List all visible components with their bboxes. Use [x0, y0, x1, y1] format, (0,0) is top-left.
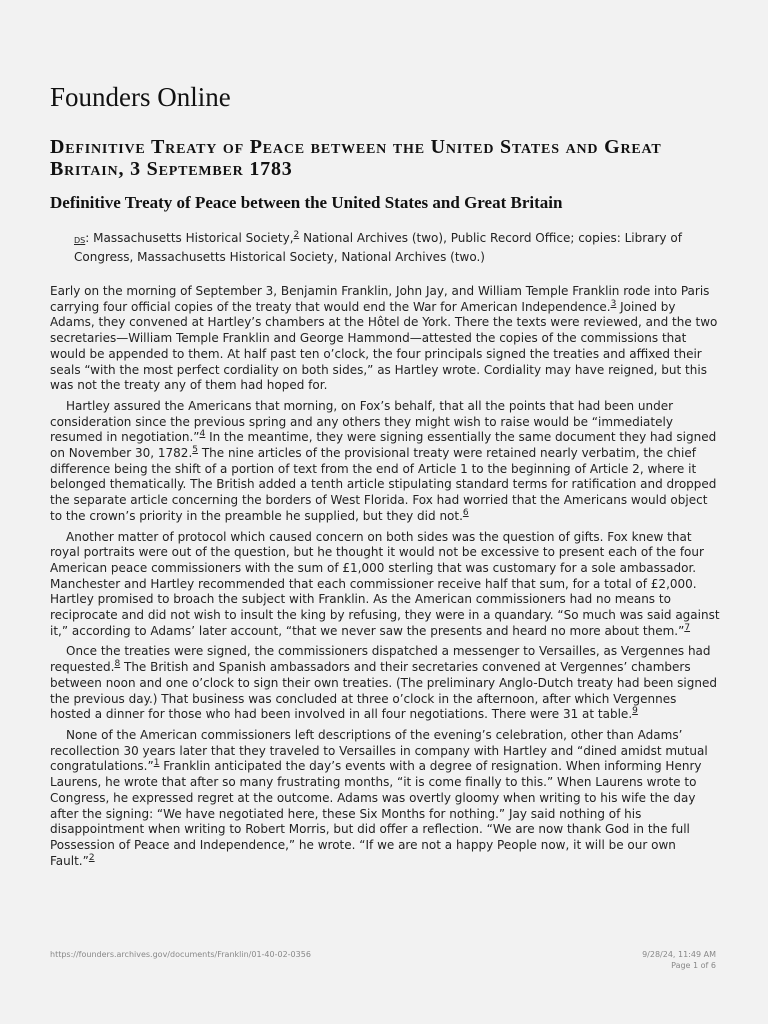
document-body — [50, 284, 720, 874]
site-title: Founders Online — [50, 82, 231, 112]
footnote-link[interactable]: 6 — [462, 507, 469, 518]
page-number: Page 1 of 6 — [671, 961, 716, 970]
paragraph — [50, 530, 720, 640]
paragraph-text: Franklin anticipated the day’s events with a degree of resignation. When informing Henry Laurens, he wrote that after so many frustrating months, “it is come finally to this.” When Laurens wrote to Congress, he expressed regret at the outcome. Adams was overtly gloomy when writing to his wife the day after the signing: “We have negotiated here, these Six Months for nothing.” Jay said nothing of his disappointment when writing to Robert Morris, but did offer a reflection. “We are now thank God in the full Possession of Peace and Independence,” he wrote. “If we are not a happy People now, it will be our own Fault.” — [50, 759, 702, 868]
footer-url: https://founders.archives.gov/documents/Franklin/01-40-02-0356 — [50, 950, 311, 959]
paragraph-text: Once the treaties were signed, the commissioners dispatched a messenger to Versailles, as Vergennes had requested. — [50, 644, 711, 675]
source-note — [74, 230, 714, 265]
paragraph — [50, 728, 720, 869]
footnote-link[interactable]: 3 — [610, 298, 617, 309]
paragraph-text: The British and Spanish ambassadors and their secretaries convened at Vergennes’ chambers between noon and one o’clock to sign their own treaties. (The preliminary Anglo-Dutch treaty had been signed the previous day.) That business was concluded at three o’clock in the afternoon, after which Vergennes hosted a dinner for those who had been involved in all four negotiations. There were 31 at table. — [50, 660, 717, 722]
paragraph-text: Early on the morning of September 3, Benjamin Franklin, John Jay, and William Temple Franklin rode into Paris carrying four official copies of the treaty that would end the War for American Independence. — [50, 284, 710, 314]
footnote-link[interactable]: 2 — [88, 852, 95, 863]
paragraph — [50, 284, 720, 394]
footnote-link[interactable]: 5 — [192, 445, 198, 456]
footnote-link[interactable]: 8 — [114, 659, 121, 670]
footnote-link[interactable]: 4 — [199, 429, 206, 440]
source-abbreviation-link[interactable]: DS — [74, 236, 86, 245]
paragraph — [50, 644, 720, 723]
footnote-link[interactable]: 9 — [632, 706, 638, 717]
paragraph-text: Another matter of protocol which caused concern on both sides was the question of gifts. Fox knew that royal portraits were out of the question, but he thought it would not be excessive to present each of the four American peace commissioners with the sum of £1,000 sterling that was customary for a sole ambassador. Manchester and Hartley recommended that each commissioner receive half that sum, for a total of £2,000. Hartley promised to broach the subject with Franklin. As the American commissioners had no means to reciprocate and did not wish to insult the king by refusing, they were in a quandary. “So much was said against it,” according to Adams’ later account, “that we never saw the presents and heard no more about them.” — [50, 529, 720, 638]
source-text-b: National Archives (two), Public Record Office; copies: Library of Congress, Massachusetts Historical Society, National Archives (two.) — [74, 231, 682, 264]
document-subtitle: Definitive Treaty of Peace between the United States and Great Britain — [50, 193, 563, 212]
footnote-link[interactable]: 7 — [684, 622, 691, 633]
print-datetime: 9/28/24, 11:49 AM — [642, 950, 716, 959]
paragraph — [50, 399, 720, 525]
footnote-link[interactable]: 2 — [293, 230, 300, 240]
document-title: Definitive Treaty of Peace between the United States and Great Britain, 3 September 1783 — [50, 136, 662, 180]
footnote-link[interactable]: 1 — [153, 758, 160, 769]
paragraph-text: In the meantime, they were signing essentially the same document they had signed on November 30, 1782. — [50, 430, 717, 461]
paragraph-text: The nine articles of the provisional treaty were retained nearly verbatim, the chief difference being the shift of a portion of text from the end of Article 1 to the beginning of Article 2, where it belonged thematically. The British added a tenth article stipulating standard terms for ratification and dropped the separate article concerning the borders of West Florida. Fox had worried that the Americans would object to the crown’s priority in the preamble he supplied, but they did not. — [50, 446, 717, 523]
footer-meta — [642, 949, 716, 971]
source-text-a: : Massachusetts Historical Society, — [85, 231, 294, 245]
paragraph-text: None of the American commissioners left descriptions of the evening’s celebration, other than Adams’ recollection 30 years later that they traveled to Versailles in company with Hartley and “dined amidst mutual congratulations.” — [50, 727, 708, 774]
paragraph-text: Joined by Adams, they convened at Hartley’s chambers at the Hôtel de York. There the texts were reviewed, and the two secretaries—William Temple Franklin and George Hammond—attested the copies of the commissions that would be appended to them. At half past ten o’clock, the four principals signed the treaties and affixed their seals “with the most perfect cordiality on both sides,” as Hartley wrote. Cordiality may have reigned, but this was not the treaty any of them had hoped for. — [50, 299, 718, 393]
paragraph-text: Hartley assured the Americans that morning, on Fox’s behalf, that all the points that had been under consideration since the previous spring and any others they might wish to raise would be “immediately resumed in negotiation.” — [50, 398, 674, 445]
